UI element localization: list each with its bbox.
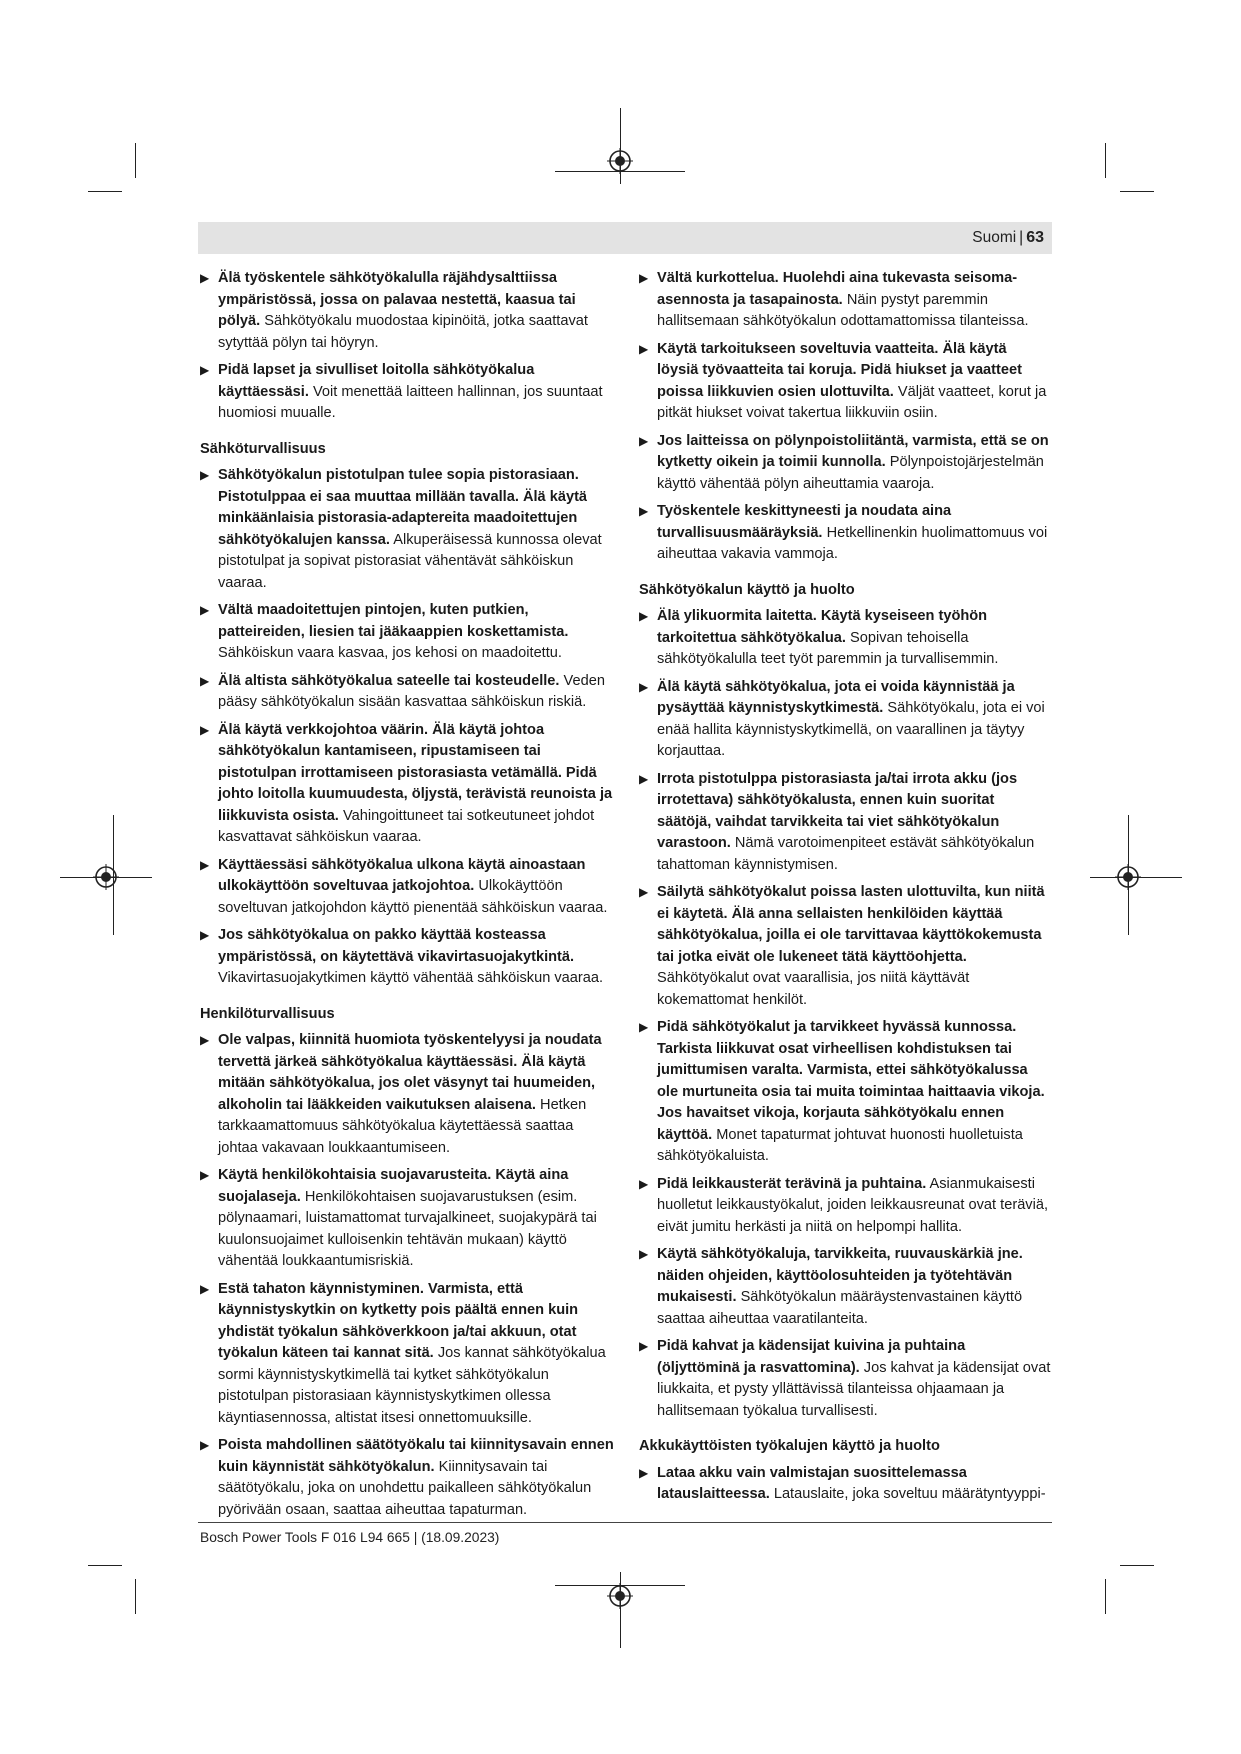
list-item bbox=[200, 465, 614, 594]
section-heading-electrical: Sähköturvallisuus bbox=[200, 440, 326, 457]
bullet-text: Kiinnitysavain tai säätötyökalu, joka on unohdettu paikalleen sähkötyökalun pyörivään osaan, saattaa aiheuttaa tapaturman. bbox=[218, 1458, 592, 1518]
bullet-text: Ulkokäyttöön soveltuvan jatkojohdon käyttö pienentää sähköiskun vaaraa. bbox=[218, 878, 608, 916]
bullet-bold: Älä altista sähkötyökalua sateelle tai kosteudelle. bbox=[218, 672, 560, 689]
list-item bbox=[200, 360, 614, 425]
bullet-text: Henkilökohtaisen suojavarustuksen (esim. pölynaamari, luistamattomat turvajalkineet, suojakypärä tai kuulonsuojaimet kulloisenkin tehtävän mukaan) käyttö vähentää loukkaantumisriskiä. bbox=[218, 1188, 597, 1269]
bullet-text: Hetken tarkkaamattomuus sähkötyökalua käytettäessä saattaa johtaa vakavaan loukkaantumiseen. bbox=[218, 1096, 587, 1156]
bullet-text: Veden pääsy sähkötyökalun sisään kasvattaa sähköiskun riskiä. bbox=[218, 672, 605, 710]
bullet-arrow-icon: ▶ bbox=[200, 722, 210, 737]
bullet-text: Sähkötyökalun määräystenvastainen käyttö saattaa aiheuttaa vaaratilanteita. bbox=[657, 1289, 1023, 1327]
bullet-arrow-icon: ▶ bbox=[639, 271, 649, 285]
list-item bbox=[200, 1030, 614, 1159]
bullet-arrow-icon: ▶ bbox=[200, 468, 210, 482]
crop-mark-tr-h bbox=[1120, 191, 1154, 192]
bullet-text: Monet tapaturmat johtuvat huonosti huolletuista sähkötyökaluista. bbox=[657, 1126, 1023, 1164]
bullet-text: Sähköiskun vaara kasvaa, jos kehosi on maadoitettu. bbox=[218, 645, 562, 661]
list-item bbox=[200, 925, 614, 990]
bullet-bold: Sähkötyökalun pistotulpan tulee sopia pistorasiaan. Pistotulppaa ei saa muuttaa millään tavalla. Älä käytä minkäänlaisia pistorasia-adaptereita maadoitettujen sähkötyökalujen kanssa. bbox=[218, 467, 588, 548]
list-item bbox=[639, 431, 1051, 496]
list-item bbox=[200, 1279, 614, 1430]
header-separator: | bbox=[1019, 229, 1024, 246]
bullet-text: Jos kahvat ja kädensijat ovat liukkaita, et pysty yllättävissä tilanteissa ohjaamaan ja hallitsemaan työkalua turvallisesti. bbox=[657, 1359, 1051, 1419]
bullet-arrow-icon: ▶ bbox=[639, 1465, 649, 1480]
list-item bbox=[200, 671, 614, 714]
registration-target-icon bbox=[1115, 864, 1141, 890]
bullet-text: Pölynpoistojärjestelmän käyttö vähentää pölyn aiheuttamia vaaroja. bbox=[657, 454, 1044, 492]
list-item bbox=[200, 1165, 614, 1273]
bullet-bold: Käytä tarkoitukseen soveltuvia vaatteita. Älä käytä löysiä työvaatteita tai koruja. Pidä hiukset ja vaatteet poissa liikkuvien osien ulottuvilta. bbox=[657, 340, 1022, 400]
list-item bbox=[200, 600, 614, 665]
bullet-text: Sähkötyökalut ovat vaarallisia, jos niitä käyttävät kokemattomat henkilöt. bbox=[657, 970, 970, 1008]
list-item bbox=[639, 882, 1051, 1011]
bullet-text: Sähkötyökalu muodostaa kipinöitä, jotka saattavat sytyttää pölyn tai höyryn. bbox=[218, 313, 588, 351]
bullet-bold: Työskentele keskittyneesti ja noudata aina turvallisuusmääräyksiä. bbox=[657, 503, 952, 541]
registration-target-icon bbox=[93, 864, 119, 890]
bullet-arrow-icon: ▶ bbox=[639, 885, 649, 899]
bullet-arrow-icon: ▶ bbox=[639, 1247, 649, 1261]
bullet-text: Latauslaite, joka soveltuu määrätyntyyppi- bbox=[773, 1486, 1046, 1502]
bullet-text: Asianmukaisesti huolletut leikkaustyökalut, joiden leikkausreunat ovat teräviä, eivät jumitu herkästi ja niitä on helpompi hallita. bbox=[657, 1175, 1049, 1235]
list-item bbox=[200, 1435, 614, 1521]
page-header bbox=[198, 222, 1052, 254]
crop-mark-tl-h bbox=[88, 191, 122, 192]
bullet-arrow-icon: ▶ bbox=[639, 433, 649, 448]
section-heading-battery: Akkukäyttöisten työkalujen käyttö ja huolto bbox=[639, 1438, 940, 1454]
bullet-bold: Pidä kahvat ja kädensijat kuivina ja puhtaina (öljyttöminä ja rasvattomina). bbox=[657, 1338, 966, 1376]
header-label bbox=[972, 229, 1044, 247]
list-item bbox=[200, 720, 614, 849]
bullet-arrow-icon: ▶ bbox=[639, 1339, 649, 1353]
page-number: 63 bbox=[1026, 229, 1044, 246]
bullet-arrow-icon: ▶ bbox=[639, 609, 649, 623]
bullet-text: Väljät vaatteet, korut ja pitkät hiukset voivat takertua liikkuviin osiin. bbox=[657, 383, 1047, 421]
bullet-text: Hetkellinenkin huolimattomuus voi aiheuttaa vakavia vammoja. bbox=[657, 524, 1048, 562]
bullet-bold: Vältä maadoitettujen pintojen, kuten putkien, patteireiden, liesien tai jääkaappien koskettamista. bbox=[218, 602, 569, 640]
right-column bbox=[639, 268, 1051, 1512]
bullet-bold: Vältä kurkottelua. Huolehdi aina tukevasta seisoma-asennosta ja tasapainosta. bbox=[657, 270, 1018, 308]
bullet-bold: Käytä sähkötyökaluja, tarvikkeita, ruuvauskärkiä jne. näiden ohjeiden, käyttöolosuhteiden ja työtehtävän mukaisesti. bbox=[657, 1246, 1023, 1305]
bullet-arrow-icon: ▶ bbox=[200, 271, 210, 285]
list-item bbox=[639, 1336, 1051, 1422]
list-item bbox=[639, 1017, 1051, 1168]
crop-mark-tr-v bbox=[1105, 143, 1106, 178]
bullet-text: Voit menettää laitteen hallinnan, jos suuntaat huomiosi muualle. bbox=[218, 383, 603, 421]
crop-mark-br-h bbox=[1120, 1565, 1154, 1566]
list-item bbox=[639, 1244, 1051, 1330]
footer-divider bbox=[198, 1522, 1052, 1523]
list-item bbox=[639, 501, 1051, 566]
bullet-arrow-icon: ▶ bbox=[200, 928, 210, 942]
bullet-bold: Säilytä sähkötyökalut poissa lasten ulottuvilta, kun niitä ei käytetä. Älä anna sellaisten henkilöiden käyttää sähkötyökalua, joilla ei ole tarvittavaa käyttökokemusta tai jotka eivät ole lukeneet tätä käyttöohjetta. bbox=[657, 884, 1045, 965]
left-column bbox=[200, 268, 614, 1527]
list-item bbox=[639, 1463, 1051, 1506]
bullet-bold: Älä työskentele sähkötyökalulla räjähdysalttiissa ympäristössä, jossa on palavaa nestettä, kaasua tai pölyä. bbox=[218, 270, 576, 329]
bullet-bold: Jos laitteissa on pölynpoistoliitäntä, varmista, että se on kytketty oikein ja toimii kunnolla. bbox=[657, 432, 1049, 470]
bullet-bold: Pidä leikkausterät terävinä ja puhtaina. bbox=[657, 1175, 927, 1192]
bullet-arrow-icon: ▶ bbox=[200, 1281, 210, 1296]
list-item bbox=[639, 339, 1051, 425]
bullet-text: Sopivan tehoisella sähkötyökalulla teet työt paremmin ja turvallisemmin. bbox=[657, 629, 999, 667]
bullet-arrow-icon: ▶ bbox=[200, 1438, 210, 1452]
bullet-bold: Älä käytä verkkojohtoa väärin. Älä käytä johtoa sähkötyökalun kantamiseen, ripustamiseen tai pistotulpan irrottamiseen pistorasiasta vetämällä. Pidä johto loitolla kuumuudesta, öljystä, terävistä reunoista ja liikkuvista osista. bbox=[218, 721, 613, 824]
bullet-arrow-icon: ▶ bbox=[200, 363, 210, 377]
list-item bbox=[639, 606, 1051, 671]
bullet-bold: Poista mahdollinen säätötyökalu tai kiinnitysavain ennen kuin käynnistät sähkötyökalun. bbox=[218, 1437, 614, 1475]
bullet-bold: Irrota pistotulppa pistorasiasta ja/tai irrota akku (jos irrotettava) sähkötyökalusta, ennen kuin suoritat säätöjä, vaihdat tarvikkeita tai viet sähkötyökalun varastoon. bbox=[657, 770, 1018, 851]
bullet-arrow-icon: ▶ bbox=[200, 603, 210, 617]
list-item bbox=[639, 1174, 1051, 1239]
bullet-arrow-icon: ▶ bbox=[639, 679, 649, 694]
list-item bbox=[639, 677, 1051, 763]
bullet-arrow-icon: ▶ bbox=[200, 857, 210, 872]
list-item bbox=[639, 769, 1051, 877]
bullet-bold: Älä käytä sähkötyökalua, jota ei voida käynnistää ja pysäyttää käynnistyskytkimestä. bbox=[657, 678, 1015, 716]
list-item bbox=[200, 268, 614, 354]
footer-text: Bosch Power Tools F 016 L94 665 | (18.09.2023) bbox=[200, 1530, 500, 1545]
bullet-arrow-icon: ▶ bbox=[639, 1176, 649, 1191]
list-item bbox=[200, 855, 614, 920]
bullet-bold: Käytä henkilökohtaisia suojavarusteita. Käytä aina suojalaseja. bbox=[218, 1167, 569, 1205]
bullet-text: Näin pystyt paremmin hallitsemaan sähkötyökalun odottamattomissa tilanteissa. bbox=[657, 291, 1029, 329]
bullet-bold: Jos sähkötyökalua on pakko käyttää kosteassa ympäristössä, on käytettävä vikavirtasuojakytkintä. bbox=[218, 927, 575, 965]
bullet-bold: Käyttäessäsi sähkötyökalua ulkona käytä ainoastaan ulkokäyttöön soveltuvaa jatkojohtoa. bbox=[218, 856, 586, 894]
bullet-bold: Älä ylikuormita laitetta. Käytä kyseiseen työhön tarkoitettua sähkötyökalua. bbox=[657, 608, 988, 646]
bullet-text: Vahingoittuneet tai sotkeutuneet johdot kasvattavat sähköiskun vaaraa. bbox=[218, 807, 595, 845]
section-heading-personal: Henkilöturvallisuus bbox=[200, 1005, 335, 1022]
bullet-bold: Ole valpas, kiinnitä huomiota työskentelyysi ja noudata tervettä järkeä sähkötyökalua käyttäessäsi. Älä käytä mitään sähkötyökalua, jos olet väsynyt tai huumeiden, alkoholin tai lääkkeiden vaikutuksen alaisena. bbox=[218, 1032, 602, 1113]
bullet-bold: Estä tahaton käynnistyminen. Varmista, että käynnistyskytkin on kytketty pois päältä ennen kuin yhdistät työkalun sähköverkkoon ja/tai akkuun, otat työkalun käteen tai kannat sitä. bbox=[218, 1280, 579, 1361]
bullet-arrow-icon: ▶ bbox=[639, 504, 649, 518]
registration-target-icon bbox=[607, 148, 633, 174]
bullet-arrow-icon: ▶ bbox=[639, 341, 649, 356]
list-item bbox=[639, 268, 1051, 333]
crop-mark-bl-h bbox=[88, 1565, 122, 1566]
bullet-bold: Pidä lapset ja sivulliset loitolla sähkötyökalua käyttäessäsi. bbox=[218, 362, 535, 400]
bullet-arrow-icon: ▶ bbox=[639, 771, 649, 786]
crop-mark-tl-v bbox=[135, 143, 136, 178]
bullet-arrow-icon: ▶ bbox=[200, 1033, 210, 1047]
bullet-text: Alkuperäisessä kunnossa olevat pistotulpat ja sopivat pistorasiat vähentävät sähköiskun vaaraa. bbox=[218, 531, 602, 591]
crop-mark-bl-v bbox=[135, 1579, 136, 1614]
crop-mark-br-v bbox=[1105, 1579, 1106, 1614]
bullet-arrow-icon: ▶ bbox=[639, 1020, 649, 1034]
bullet-arrow-icon: ▶ bbox=[200, 1168, 210, 1182]
header-language: Suomi bbox=[972, 229, 1017, 246]
bullet-bold: Pidä sähkötyökalut ja tarvikkeet hyvässä kunnossa. Tarkista liikkuvat osat virheellisen kohdistuksen tai jumittumisen varalta. Varmista, ettei sähkötyökalussa ole murtuneita osia tai muita toimintaa haittaavia vikoja. Jos havaitset vikoja, korjauta sähkötyökalu ennen käyttöä. bbox=[657, 1019, 1045, 1143]
bullet-text: Vikavirtasuojakytkimen käyttö vähentää sähköiskun vaaraa. bbox=[218, 970, 604, 986]
bullet-text: Nämä varotoimenpiteet estävät sähkötyökalun tahattoman käynnistymisen. bbox=[657, 835, 1035, 873]
registration-target-icon bbox=[607, 1583, 633, 1609]
bullet-text: Jos kannat sähkötyökalua sormi käynnistyskytkimellä tai kytket sähkötyökalun pistotulpan pistorasiaan käynnistyskytkimen ollessa käyntiasennossa, altistat itsesi onnettomuuksille. bbox=[218, 1345, 606, 1426]
bullet-text: Sähkötyökalu, jota ei voi enää hallita käynnistyskytkimellä, on vaarallinen ja täytyy korjauttaa. bbox=[657, 700, 1045, 759]
section-heading-use: Sähkötyökalun käyttö ja huolto bbox=[639, 581, 855, 598]
bullet-bold: Lataa akku vain valmistajan suosittelemassa latauslaitteessa. bbox=[657, 1464, 967, 1502]
bullet-arrow-icon: ▶ bbox=[200, 673, 210, 688]
